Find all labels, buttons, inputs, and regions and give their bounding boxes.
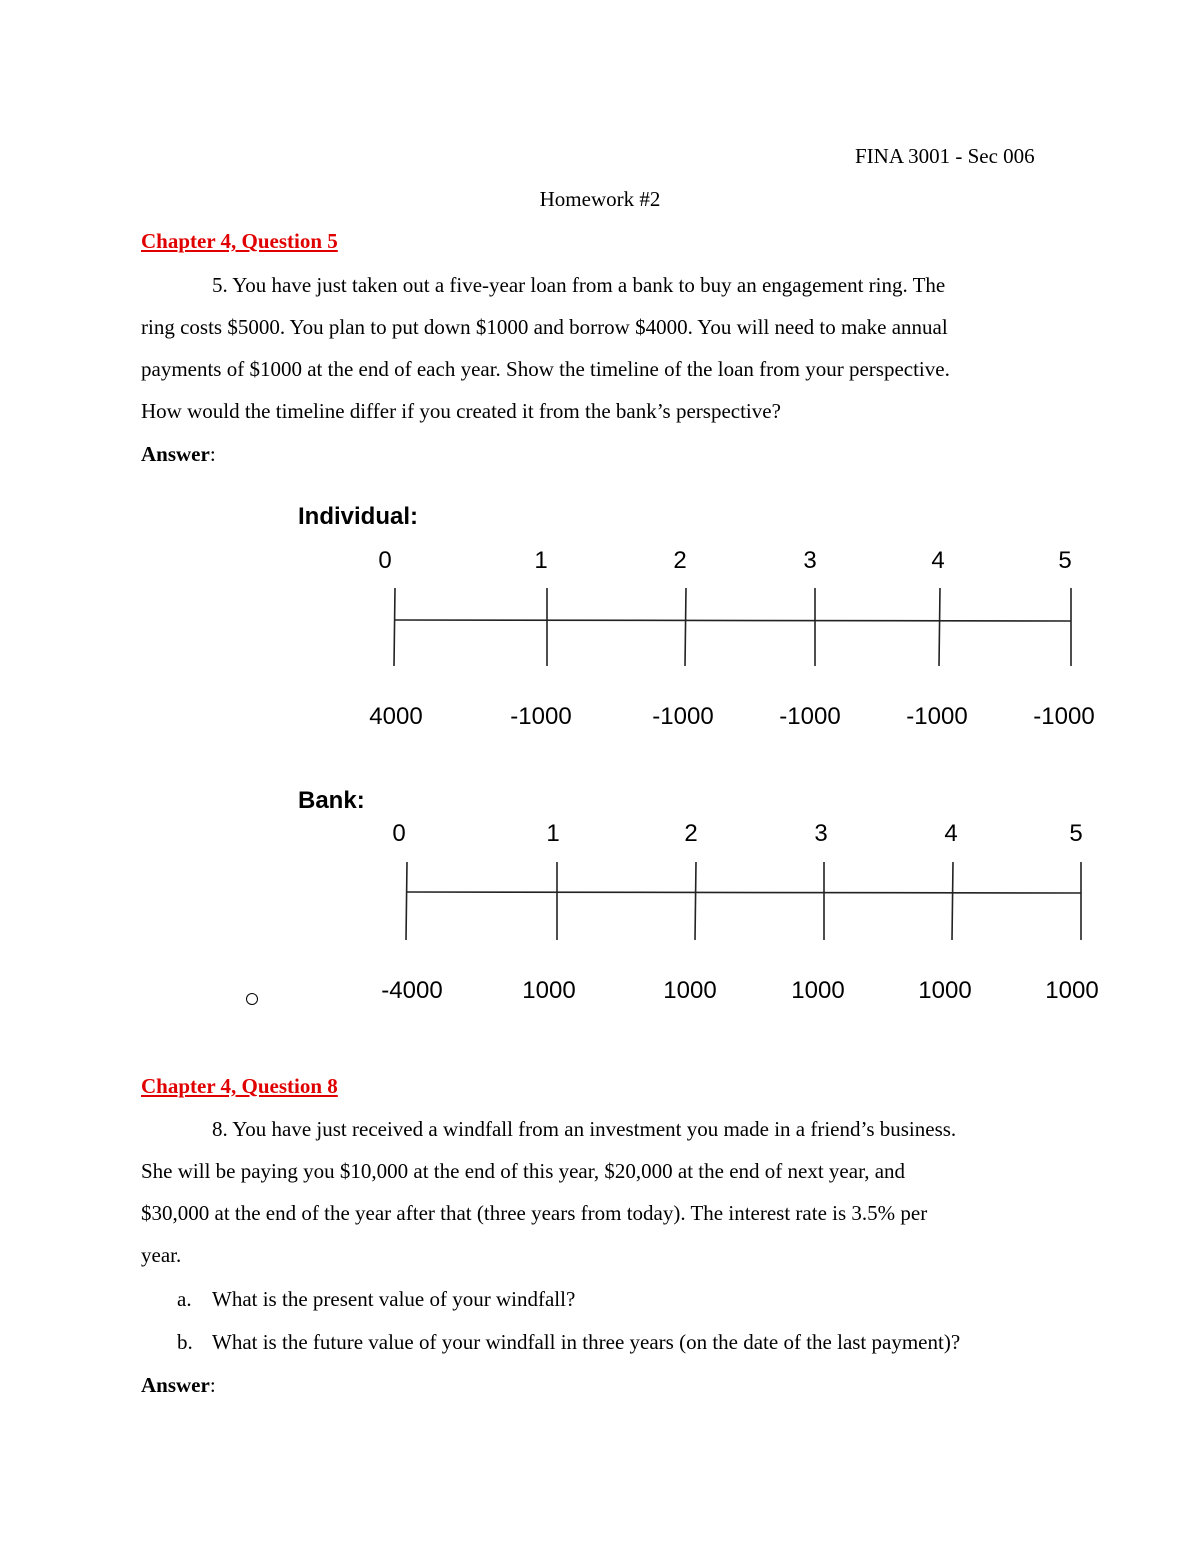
q8-item-b-text: What is the future value of your windfall in three years (on the date of the last payment)? [212,1330,961,1354]
timeline-tick [685,588,686,666]
q8-answer-label: Answer [141,1373,210,1397]
period-label: 1 [546,820,560,847]
timeline-label: Individual: [298,503,418,530]
period-label: 2 [673,547,687,574]
q5-line-4: How would the timeline differ if you created it from the bank’s perspective? [141,399,781,423]
cash-flow-label: -1000 [1033,703,1095,730]
period-label: 3 [814,820,828,847]
cash-flow-label: 1000 [522,977,576,1004]
period-label: 3 [803,547,817,574]
q8-line-4: year. [141,1243,182,1267]
q8-paragraph [141,1108,1061,1276]
homework-title: Homework #2 [539,187,661,211]
q8-line-3: $30,000 at the end of the year after that (three years from today). The interest rate is 3.5% per [141,1201,928,1225]
q8-item-a-text: What is the present value of your windfall? [212,1287,576,1311]
cash-flow-label: 1000 [1045,977,1099,1004]
timeline-label: Bank: [298,787,365,814]
cash-flow-label: 1000 [918,977,972,1004]
timeline-individual [298,503,1095,730]
q8-answer-colon: : [209,1373,216,1397]
timeline-tick [695,862,696,940]
timeline-tick [939,588,940,666]
q8-line-2: She will be paying you $10,000 at the end of this year, $20,000 at the end of next year, and [141,1159,906,1183]
q8-line-1: 8. You have just received a windfall from an investment you made in a friend’s business. [212,1117,957,1141]
cash-flow-label: -4000 [381,977,443,1004]
period-label: 1 [534,547,548,574]
q8-item-b-marker: b. [177,1330,193,1354]
q5-answer-colon: : [209,442,216,466]
cash-flow-label: -1000 [906,703,968,730]
q8-item-a-marker: a. [177,1287,192,1311]
timeline-tick [406,862,407,940]
period-label: 0 [392,820,406,847]
cash-flow-label: 1000 [791,977,845,1004]
q5-line-3: payments of $1000 at the end of each year. Show the timeline of the loan from your perspective. [141,357,950,381]
q5-heading: Chapter 4, Question 5 [141,229,338,253]
cash-flow-label: -1000 [652,703,714,730]
q8-answer [141,1369,216,1401]
cash-flow-label: -1000 [510,703,572,730]
q8-heading: Chapter 4, Question 8 [141,1074,338,1098]
period-label: 0 [378,547,392,574]
empty-bullet [246,993,258,1005]
q5-line-2: ring costs $5000. You plan to put down $1000 and borrow $4000. You will need to make annual [141,315,948,339]
timeline-bank [298,787,1099,1004]
timeline-axis [395,620,1071,621]
q5-line-1: 5. You have just taken out a five-year loan from a bank to buy an engagement ring. The [212,273,946,297]
period-label: 2 [684,820,698,847]
course-header: FINA 3001 - Sec 006 [855,144,1035,168]
cash-flow-label: -1000 [779,703,841,730]
timeline-axis [407,892,1081,893]
period-label: 4 [931,547,945,574]
q5-answer-label: Answer [141,442,210,466]
timeline-tick [952,862,953,940]
timeline-tick [394,588,395,666]
cash-flow-label: 4000 [369,703,423,730]
period-label: 4 [944,820,958,847]
period-label: 5 [1069,820,1083,847]
period-label: 5 [1058,547,1072,574]
cash-flow-label: 1000 [663,977,717,1004]
